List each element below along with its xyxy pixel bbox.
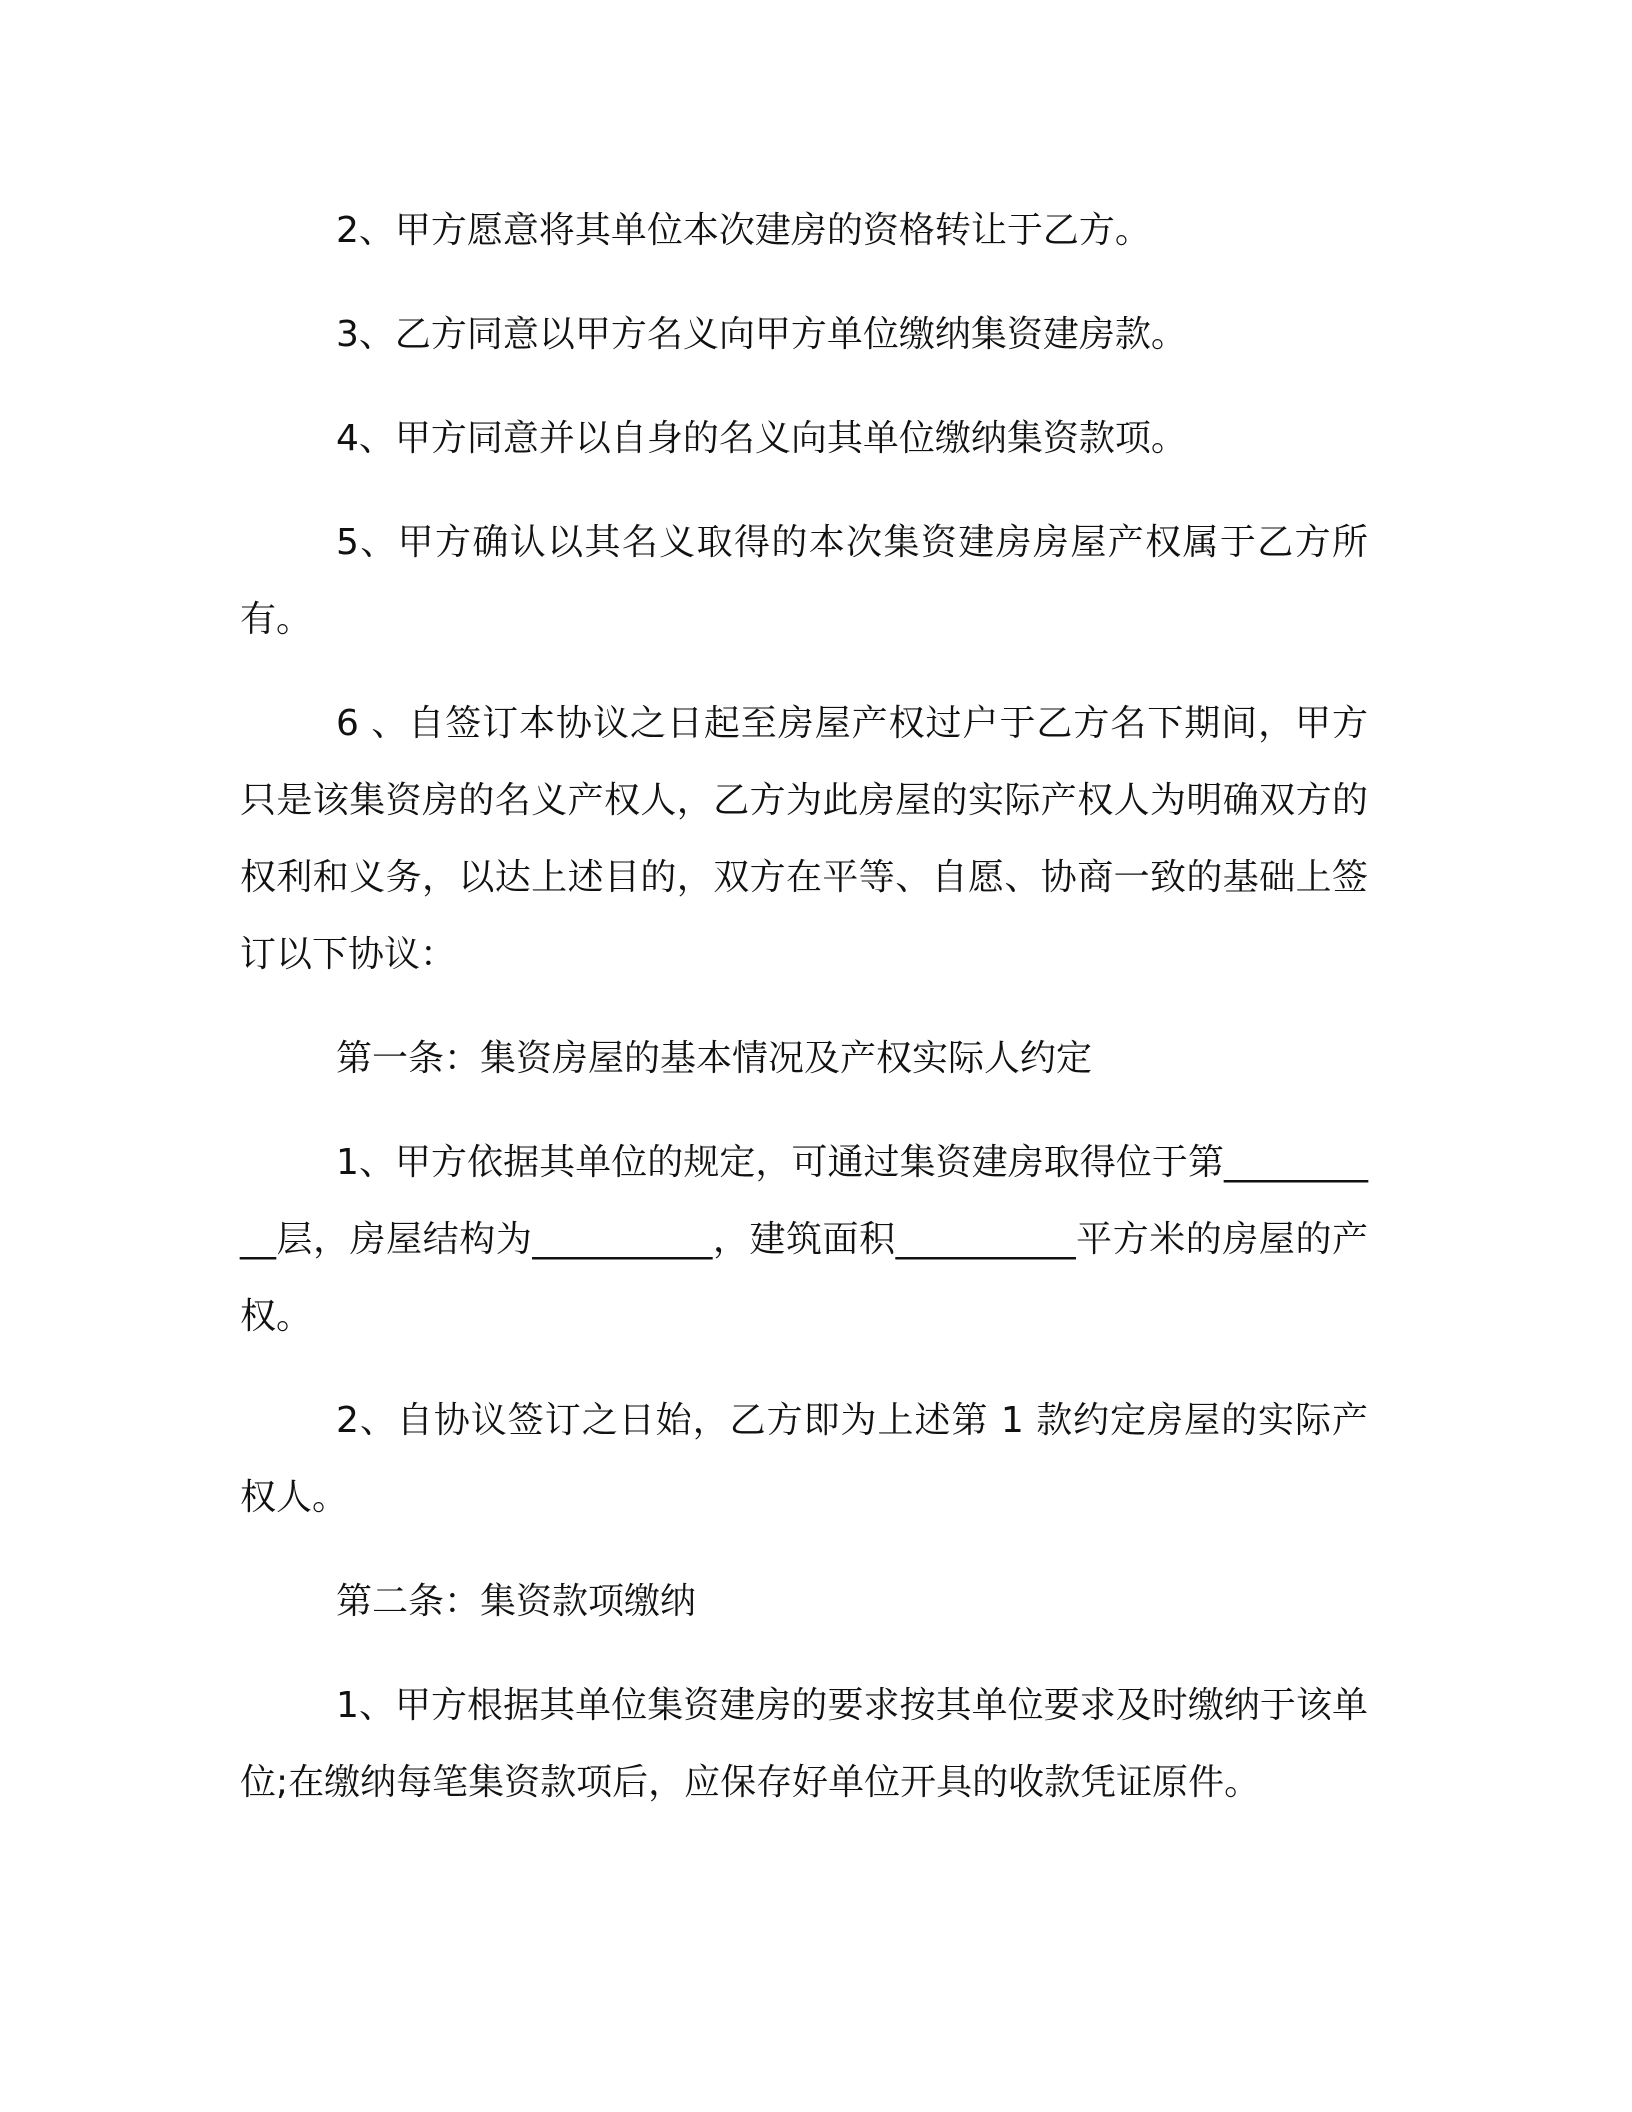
paragraph-item-6: 6 、自签订本协议之日起至房屋产权过户于乙方名下期间，甲方只是该集资房的名义产权人，乙方为此房屋的实际产权人为明确双方的权利和义务，以达上述目的，双方在平等、自愿、协商一致的基础上签订以下协议： [240,703,1368,975]
article-1-heading: 第一条：集资房屋的基本情况及产权实际人约定 [336,1038,1093,1079]
paragraph-item-5: 5、甲方确认以其名义取得的本次集资建房房屋产权属于乙方所有。 [240,522,1368,640]
article-2-clause-1: 1、甲方根据其单位集资建房的要求按其单位要求及时缴纳于该单位;在缴纳每笔集资款项后，应保存好单位开具的收款凭证原件。 [240,1685,1368,1803]
article-1-clause-1: 1、甲方依据其单位的规定，可通过集资建房取得位于第__________层，房屋结构为__________，建筑面积__________平方米的房屋的产权。 [240,1142,1368,1337]
paragraph-item-2: 2、甲方愿意将其单位本次建房的资格转让于乙方。 [336,210,1151,251]
article-2-heading: 第二条：集资款项缴纳 [336,1581,697,1622]
paragraph-item-3: 3、乙方同意以甲方名义向甲方单位缴纳集资建房款。 [336,314,1187,355]
paragraph-item-4: 4、甲方同意并以自身的名义向其单位缴纳集资款项。 [336,418,1187,459]
article-1-clause-2: 2、自协议签订之日始，乙方即为上述第 1 款约定房屋的实际产权人。 [240,1400,1368,1518]
document-body [240,192,1368,1848]
